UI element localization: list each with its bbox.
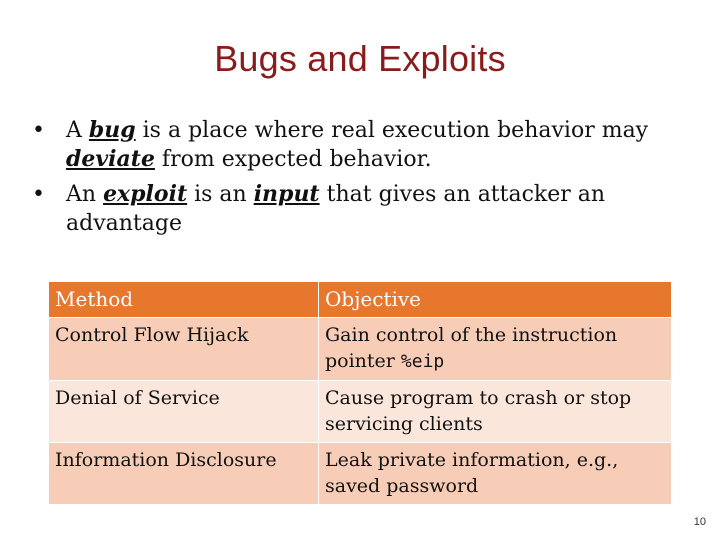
- text-run: that gives an attacker an advantage: [66, 182, 606, 236]
- emphasis-input: input: [253, 181, 320, 207]
- cell-objective: Cause program to crash or stop servicing clients: [319, 381, 672, 443]
- header-objective: Objective: [319, 282, 672, 318]
- page-number: 10: [693, 516, 706, 528]
- emphasis-exploit: exploit: [103, 181, 188, 207]
- exploit-table: [48, 281, 672, 505]
- emphasis-deviate: deviate: [66, 146, 155, 172]
- text-run: An: [66, 182, 104, 207]
- text-run: is a place where real execution behavior may: [135, 118, 649, 143]
- table-header-row: [49, 282, 672, 318]
- cell-objective: Leak private information, e.g., saved password: [319, 443, 672, 505]
- cell-method: Control Flow Hijack: [49, 318, 319, 381]
- table-row: [49, 318, 672, 381]
- bullet-text: [66, 116, 690, 174]
- cell-method: Denial of Service: [49, 381, 319, 443]
- slide-title: Bugs and Exploits: [214, 38, 506, 79]
- cell-method: Information Disclosure: [49, 443, 319, 505]
- objective-text: Gain control of the instruction pointer: [325, 324, 618, 372]
- bullet-marker: •: [32, 118, 45, 143]
- emphasis-bug: bug: [88, 117, 136, 143]
- text-run: from expected behavior.: [154, 147, 432, 172]
- text-run: A: [66, 118, 89, 143]
- bullet-marker: •: [32, 182, 45, 207]
- table-row: [49, 381, 672, 443]
- bullet-item: [30, 116, 690, 174]
- objective-code: %eip: [400, 351, 445, 372]
- header-method: Method: [49, 282, 319, 318]
- bullet-item: [30, 180, 690, 238]
- bullet-text: [66, 180, 690, 238]
- text-run: is an: [187, 182, 254, 207]
- bullet-list: [30, 116, 690, 244]
- cell-objective: [319, 318, 672, 381]
- table-row: [49, 443, 672, 505]
